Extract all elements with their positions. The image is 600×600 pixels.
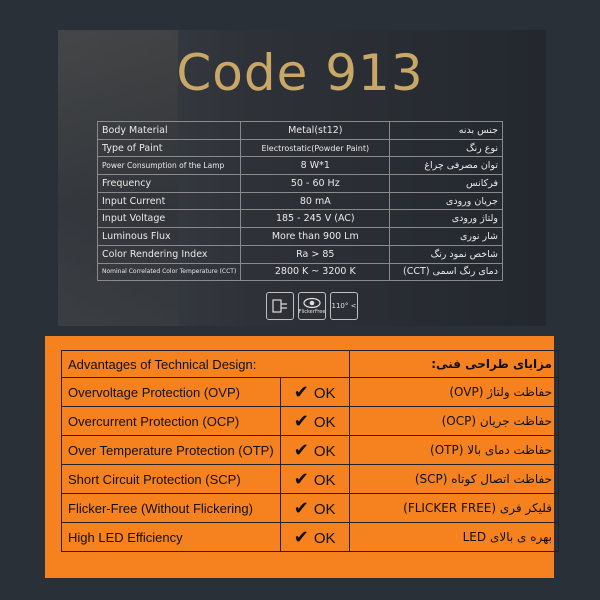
spec-row (98, 192, 503, 210)
spec-label: Frequency (98, 175, 241, 193)
checkmark-icon: ✔ (293, 526, 309, 547)
advantage-row (62, 378, 559, 407)
spec-value: Metal(st12) (241, 122, 390, 140)
spec-table (97, 121, 503, 281)
spec-label-fa: جریان ورودی (390, 192, 503, 210)
advantage-row (62, 465, 559, 494)
advantage-label-en: Over Temperature Protection (OTP) (62, 436, 281, 465)
spec-value: Ra > 85 (241, 245, 390, 263)
beam-angle-label: 110° < (331, 302, 357, 310)
spec-label-fa: ولتاژ ورودی (390, 210, 503, 228)
advantages-header-en: Advantages of Technical Design: (62, 351, 350, 378)
spec-value: 8 W*1 (241, 157, 390, 175)
spec-label: Color Rendering Index (98, 245, 241, 263)
status-text: OK (313, 413, 336, 431)
advantage-label-fa: حفاظت اتصال کوتاه (SCP) (349, 465, 558, 494)
advantage-row (62, 436, 559, 465)
advantage-label-en: Short Circuit Protection (SCP) (62, 465, 281, 494)
flicker-free-icon (298, 292, 326, 320)
status-text: OK (313, 500, 336, 518)
advantage-label-en: Overvoltage Protection (OVP) (62, 378, 281, 407)
spec-row (98, 139, 503, 157)
checkmark-icon: ✔ (293, 410, 309, 431)
spec-value: More than 900 Lm (241, 228, 390, 246)
spec-label-fa: جنس بدنه (390, 122, 503, 140)
advantage-row (62, 523, 559, 552)
checkmark-icon: ✔ (293, 468, 309, 489)
status-text: OK (313, 471, 336, 489)
spec-label-fa: شاخص نمود رنگ (390, 245, 503, 263)
spec-value: 185 - 245 V (AC) (241, 210, 390, 228)
spec-row (98, 210, 503, 228)
advantages-header-row (62, 351, 559, 378)
advantages-header-fa: مزایای طراحی فنی: (349, 351, 558, 378)
advantage-label-fa: حفاظت ولتاژ (OVP) (349, 378, 558, 407)
advantage-status (280, 378, 349, 407)
spec-label-fa: شار نوری (390, 228, 503, 246)
advantage-label-fa: بهره ی بالای LED (349, 523, 558, 552)
advantage-row (62, 407, 559, 436)
spec-label: Nominal Correlated Color Temperature (CCT) (98, 263, 241, 281)
advantage-status (280, 407, 349, 436)
spec-value: Electrostatic(Powder Paint) (241, 139, 390, 157)
advantage-status (280, 523, 349, 552)
spec-label: Body Material (98, 122, 241, 140)
status-text: OK (313, 529, 336, 547)
checkmark-icon: ✔ (293, 497, 309, 518)
plug-icon (266, 292, 294, 320)
advantage-label-fa: فلیکر فری (FLICKER FREE) (349, 494, 558, 523)
advantage-label-en: Flicker-Free (Without Flickering) (62, 494, 281, 523)
spec-value: 2800 K ~ 3200 K (241, 263, 390, 281)
spec-value: 80 mA (241, 192, 390, 210)
spec-label-fa: دمای رنگ اسمی (CCT) (390, 263, 503, 281)
advantage-status (280, 436, 349, 465)
spec-row (98, 175, 503, 193)
spec-label-fa: فرکانس (390, 175, 503, 193)
advantage-label-en: High LED Efficiency (62, 523, 281, 552)
spec-label: Input Current (98, 192, 241, 210)
spec-row (98, 263, 503, 281)
spec-row (98, 228, 503, 246)
spec-label: Luminous Flux (98, 228, 241, 246)
advantage-label-fa: حفاظت دمای بالا (OTP) (349, 436, 558, 465)
product-title: Code 913 (176, 44, 424, 102)
spec-label-fa: نوع رنگ (390, 139, 503, 157)
flicker-free-label: FlickerFree (298, 309, 326, 315)
spec-label-fa: توان مصرفی چراغ (390, 157, 503, 175)
checkmark-icon: ✔ (293, 439, 309, 460)
advantage-label-fa: حفاظت جریان (OCP) (349, 407, 558, 436)
spec-row (98, 157, 503, 175)
status-text: OK (313, 384, 336, 402)
spec-row (98, 122, 503, 140)
spec-label: Type of Paint (98, 139, 241, 157)
spec-value: 50 - 60 Hz (241, 175, 390, 193)
checkmark-icon: ✔ (293, 381, 309, 402)
advantage-label-en: Overcurrent Protection (OCP) (62, 407, 281, 436)
spec-row (98, 245, 503, 263)
feature-icons (266, 292, 358, 320)
spec-label: Input Voltage (98, 210, 241, 228)
advantage-row (62, 494, 559, 523)
advantage-status (280, 494, 349, 523)
status-text: OK (313, 442, 336, 460)
beam-angle-icon (330, 292, 358, 320)
advantage-status (280, 465, 349, 494)
spec-label: Power Consumption of the Lamp (98, 157, 241, 175)
advantages-table (61, 350, 559, 552)
